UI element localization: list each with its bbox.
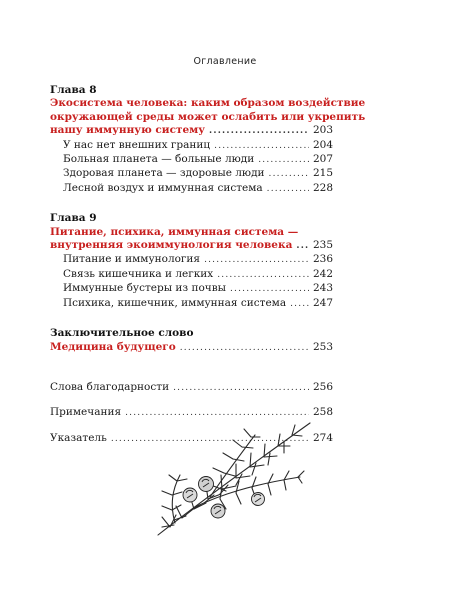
- page-number: 203: [313, 124, 334, 137]
- juniper-sprig-icon: [150, 415, 320, 545]
- leader-dots: [290, 298, 309, 311]
- chapter-title-line: Питание, психика, иммунная система —: [50, 225, 299, 238]
- leader-dots: [267, 183, 309, 196]
- chapter-title-line: Медицина будущего: [50, 340, 176, 353]
- chapter-label: Глава 9: [50, 212, 97, 225]
- entry-label: Примечания: [50, 406, 122, 419]
- entry-label: Психика, кишечник, иммунная система: [63, 296, 287, 309]
- toc-entry[interactable]: [50, 153, 333, 167]
- toc-entry[interactable]: [50, 297, 333, 311]
- chapter-title[interactable]: [50, 97, 366, 138]
- toc-entry[interactable]: [50, 253, 333, 267]
- closing-section: [50, 327, 333, 355]
- entry-label: У нас нет внешних границ: [63, 138, 211, 151]
- leader-dots: [269, 168, 309, 181]
- leader-dots: [209, 125, 309, 138]
- chapter-8: [50, 84, 366, 196]
- chapter-title-line: окружающей среды может ослабить или укрепить: [50, 110, 366, 123]
- entry-label: Здоровая планета — здоровые люди: [63, 167, 265, 180]
- page-number: 236: [313, 253, 334, 266]
- page-number: 207: [313, 153, 334, 166]
- chapter-title[interactable]: [50, 226, 333, 254]
- page-number: 242: [313, 267, 334, 280]
- page-number: 258: [313, 406, 334, 419]
- chapter-9: [50, 212, 333, 311]
- entry-label: Связь кишечника и легких: [63, 267, 214, 280]
- page-number: 243: [313, 282, 334, 295]
- chapter-title-line: внутренняя экоиммунология человека: [50, 239, 293, 252]
- chapter-title-last-line: [50, 124, 333, 138]
- leader-dots: [214, 140, 309, 153]
- toc-entry[interactable]: [50, 268, 333, 282]
- leader-dots: [204, 254, 309, 267]
- toc-entry[interactable]: [50, 182, 333, 196]
- toc-entry[interactable]: [50, 167, 333, 181]
- entry-label: Указатель: [50, 431, 107, 444]
- page-number: 235: [313, 239, 334, 252]
- page-number: 253: [313, 340, 334, 353]
- entry-label: Больная планета — больные люди: [63, 153, 255, 166]
- entry-label: Питание и иммунология: [63, 253, 201, 266]
- toc-entry[interactable]: [50, 282, 333, 296]
- chapter-label: Заключительное слово: [50, 327, 194, 340]
- page-number: 274: [313, 431, 334, 444]
- page-number: 204: [313, 138, 334, 151]
- table-of-contents: [50, 84, 366, 457]
- page-number: 228: [313, 181, 334, 194]
- chapter-title-line: Экосистема человека: каким образом воздействие: [50, 97, 366, 110]
- entry-label: Иммунные бустеры из почвы: [63, 282, 226, 295]
- toc-entry[interactable]: [50, 381, 333, 395]
- toc-entry[interactable]: [50, 341, 333, 355]
- toc-entry[interactable]: [50, 139, 333, 153]
- chapter-title-line: нашу иммунную систему: [50, 124, 206, 137]
- entry-label: Слова благодарности: [50, 380, 170, 393]
- chapter-label: Глава 8: [50, 84, 97, 96]
- leader-dots: [217, 269, 309, 282]
- leader-dots: [180, 342, 309, 355]
- entry-label: Лесной воздух и иммунная система: [63, 181, 263, 194]
- page-number: 256: [313, 380, 334, 393]
- leader-dots: [173, 382, 309, 395]
- leader-dots: [296, 240, 309, 253]
- chapter-title-last-line: [50, 239, 333, 253]
- page-number: 247: [313, 296, 334, 309]
- running-head: Оглавление: [193, 56, 257, 67]
- page-number: 215: [313, 167, 334, 180]
- leader-dots: [258, 154, 309, 167]
- leader-dots: [230, 283, 309, 296]
